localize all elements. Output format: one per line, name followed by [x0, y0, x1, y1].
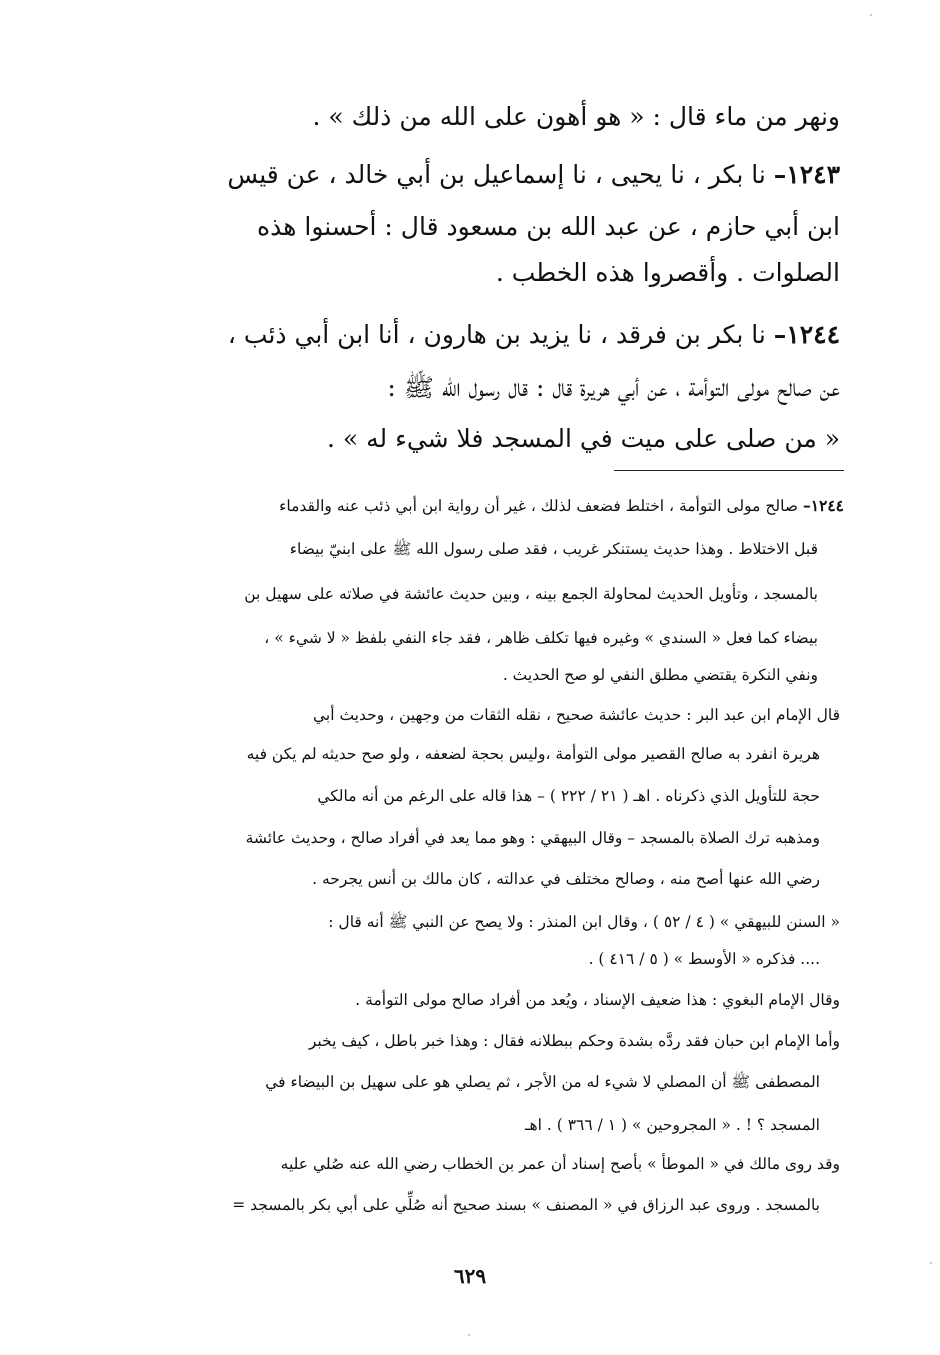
scan-speck: [870, 14, 872, 16]
hadith-1244-line-1: ١٢٤٤– نا بكر بن فرقد ، نا يزيد بن هارون ، أنا ابن أبي ذئب ،: [227, 320, 840, 349]
page-number: ٦٢٩: [453, 1264, 487, 1288]
footnote-line: هريرة انفرد به صالح القصير مولى التوأمة ،وليس بحجة لضعفه ، ولو صح حديثه لم يكن فيه: [246, 745, 820, 763]
footnote-number: ١٢٤٤–: [802, 496, 844, 515]
hadith-1244-line-2: عن صالح مولى التوأمة ، عن أبي هريرة قال : قال رسول الله ﷺ :: [387, 373, 840, 402]
footnote-line: وقد روى مالك في « الموطأ » بأصح إسناد أن عمر بن الخطاب رضي الله عنه صُلي عليه: [280, 1155, 840, 1173]
footnote-line: بالمسجد ، وتأويل الحديث لمحاولة الجمع بينه ، وبين حديث عائشة في صلاته على سهيل بن: [244, 585, 818, 603]
hadith-1244-number: ١٢٤٤–: [773, 320, 840, 349]
footnote-line: ١٢٤٤– صالح مولى التوأمة ، اختلط فضعف لذلك ، غير أن رواية ابن أبي ذئب عنه والقدماء: [279, 496, 844, 515]
hadith-1243-line-1: ١٢٤٣– نا بكر ، نا يحيى ، نا إسماعيل بن أبي خالد ، عن قيس: [227, 160, 840, 189]
footnote-line: بيضاء كما فعل « السندي » وغيره فيها تكلف ظاهر ، فقد جاء النفي بلفظ « لا شيء » ،: [264, 629, 818, 647]
footnote-line: وقال الإمام البغوي : هذا ضعيف الإسناد ، ويُعد من أفراد صالح مولى التوأمة .: [355, 991, 840, 1009]
footnote-line: حجة للتأويل الذي ذكرناه . اهـ ( ٢١ / ٢٢٢ ) – هذا قاله على الرغم من أنه مالكي: [317, 787, 820, 805]
hadith-1243-number: ١٢٤٣–: [773, 160, 840, 189]
intro-line: ونهر من ماء قال : « هو أهون على الله من ذلك » .: [312, 102, 840, 131]
footnote-separator: [614, 470, 844, 471]
hadith-1243-line-2: ابن أبي حازم ، عن عبد الله بن مسعود قال : أحسنوا هذه: [257, 212, 840, 241]
footnote-line: .... فذكره « الأوسط » ( ٥ / ٤١٦ ) .: [588, 950, 820, 968]
hadith-1244-line-3: « من صلى على ميت في المسجد فلا شيء له » .: [326, 424, 840, 453]
footnote-line: ونفي النكرة يقتضي مطلق النفي لو صح الحديث .: [502, 666, 818, 684]
footnote-line: المصطفى ﷺ أن المصلي لا شيء له من الأجر ، ثم يصلي هو على سهيل بن البيضاء في: [265, 1073, 820, 1091]
scan-speck: [468, 1334, 470, 1336]
footnote-line: قبل الاختلاط . وهذا حديث يستنكر غريب ، فقد صلى رسول الله ﷺ على ابنيّ بيضاء: [289, 540, 818, 558]
footnote-line: « السنن للبيهقي » ( ٤ / ٥٢ ) ، وقال ابن المنذر : ولا يصح عن النبي ﷺ أنه قال :: [328, 913, 840, 931]
hadith-1243-line-3: الصلوات . وأقصروا هذه الخطب .: [495, 258, 840, 287]
footnote-line: قال الإمام ابن عبد البر : حديث عائشة صحيح ، نقله الثقات من وجهين ، وحديث أبي: [312, 706, 840, 724]
scan-speck: [930, 1262, 932, 1264]
footnote-line: بالمسجد . وروى عبد الرزاق في « المصنف » بسند صحيح أنه صُلِّي على أبي بكر بالمسجد =: [232, 1196, 820, 1214]
footnote-line: ومذهبه ترك الصلاة بالمسجد – وقال البيهقي : وهو مما يعد في أفراد صالح ، وحديث عائشة: [245, 829, 820, 847]
footnote-line: المسجد ؟ ! . « المجروحين » ( ١ / ٣٦٦ ) . اهـ: [524, 1116, 820, 1134]
footnote-line: وأما الإمام ابن حبان فقد ردَّه بشدة وحكم ببطلانه فقال : وهذا خبر باطل ، كيف يخبر: [308, 1032, 840, 1050]
footnote-line: رضي الله عنها أصح منه ، وصالح مختلف في عدالته ، كان مالك بن أنس يجرحه .: [312, 870, 820, 888]
